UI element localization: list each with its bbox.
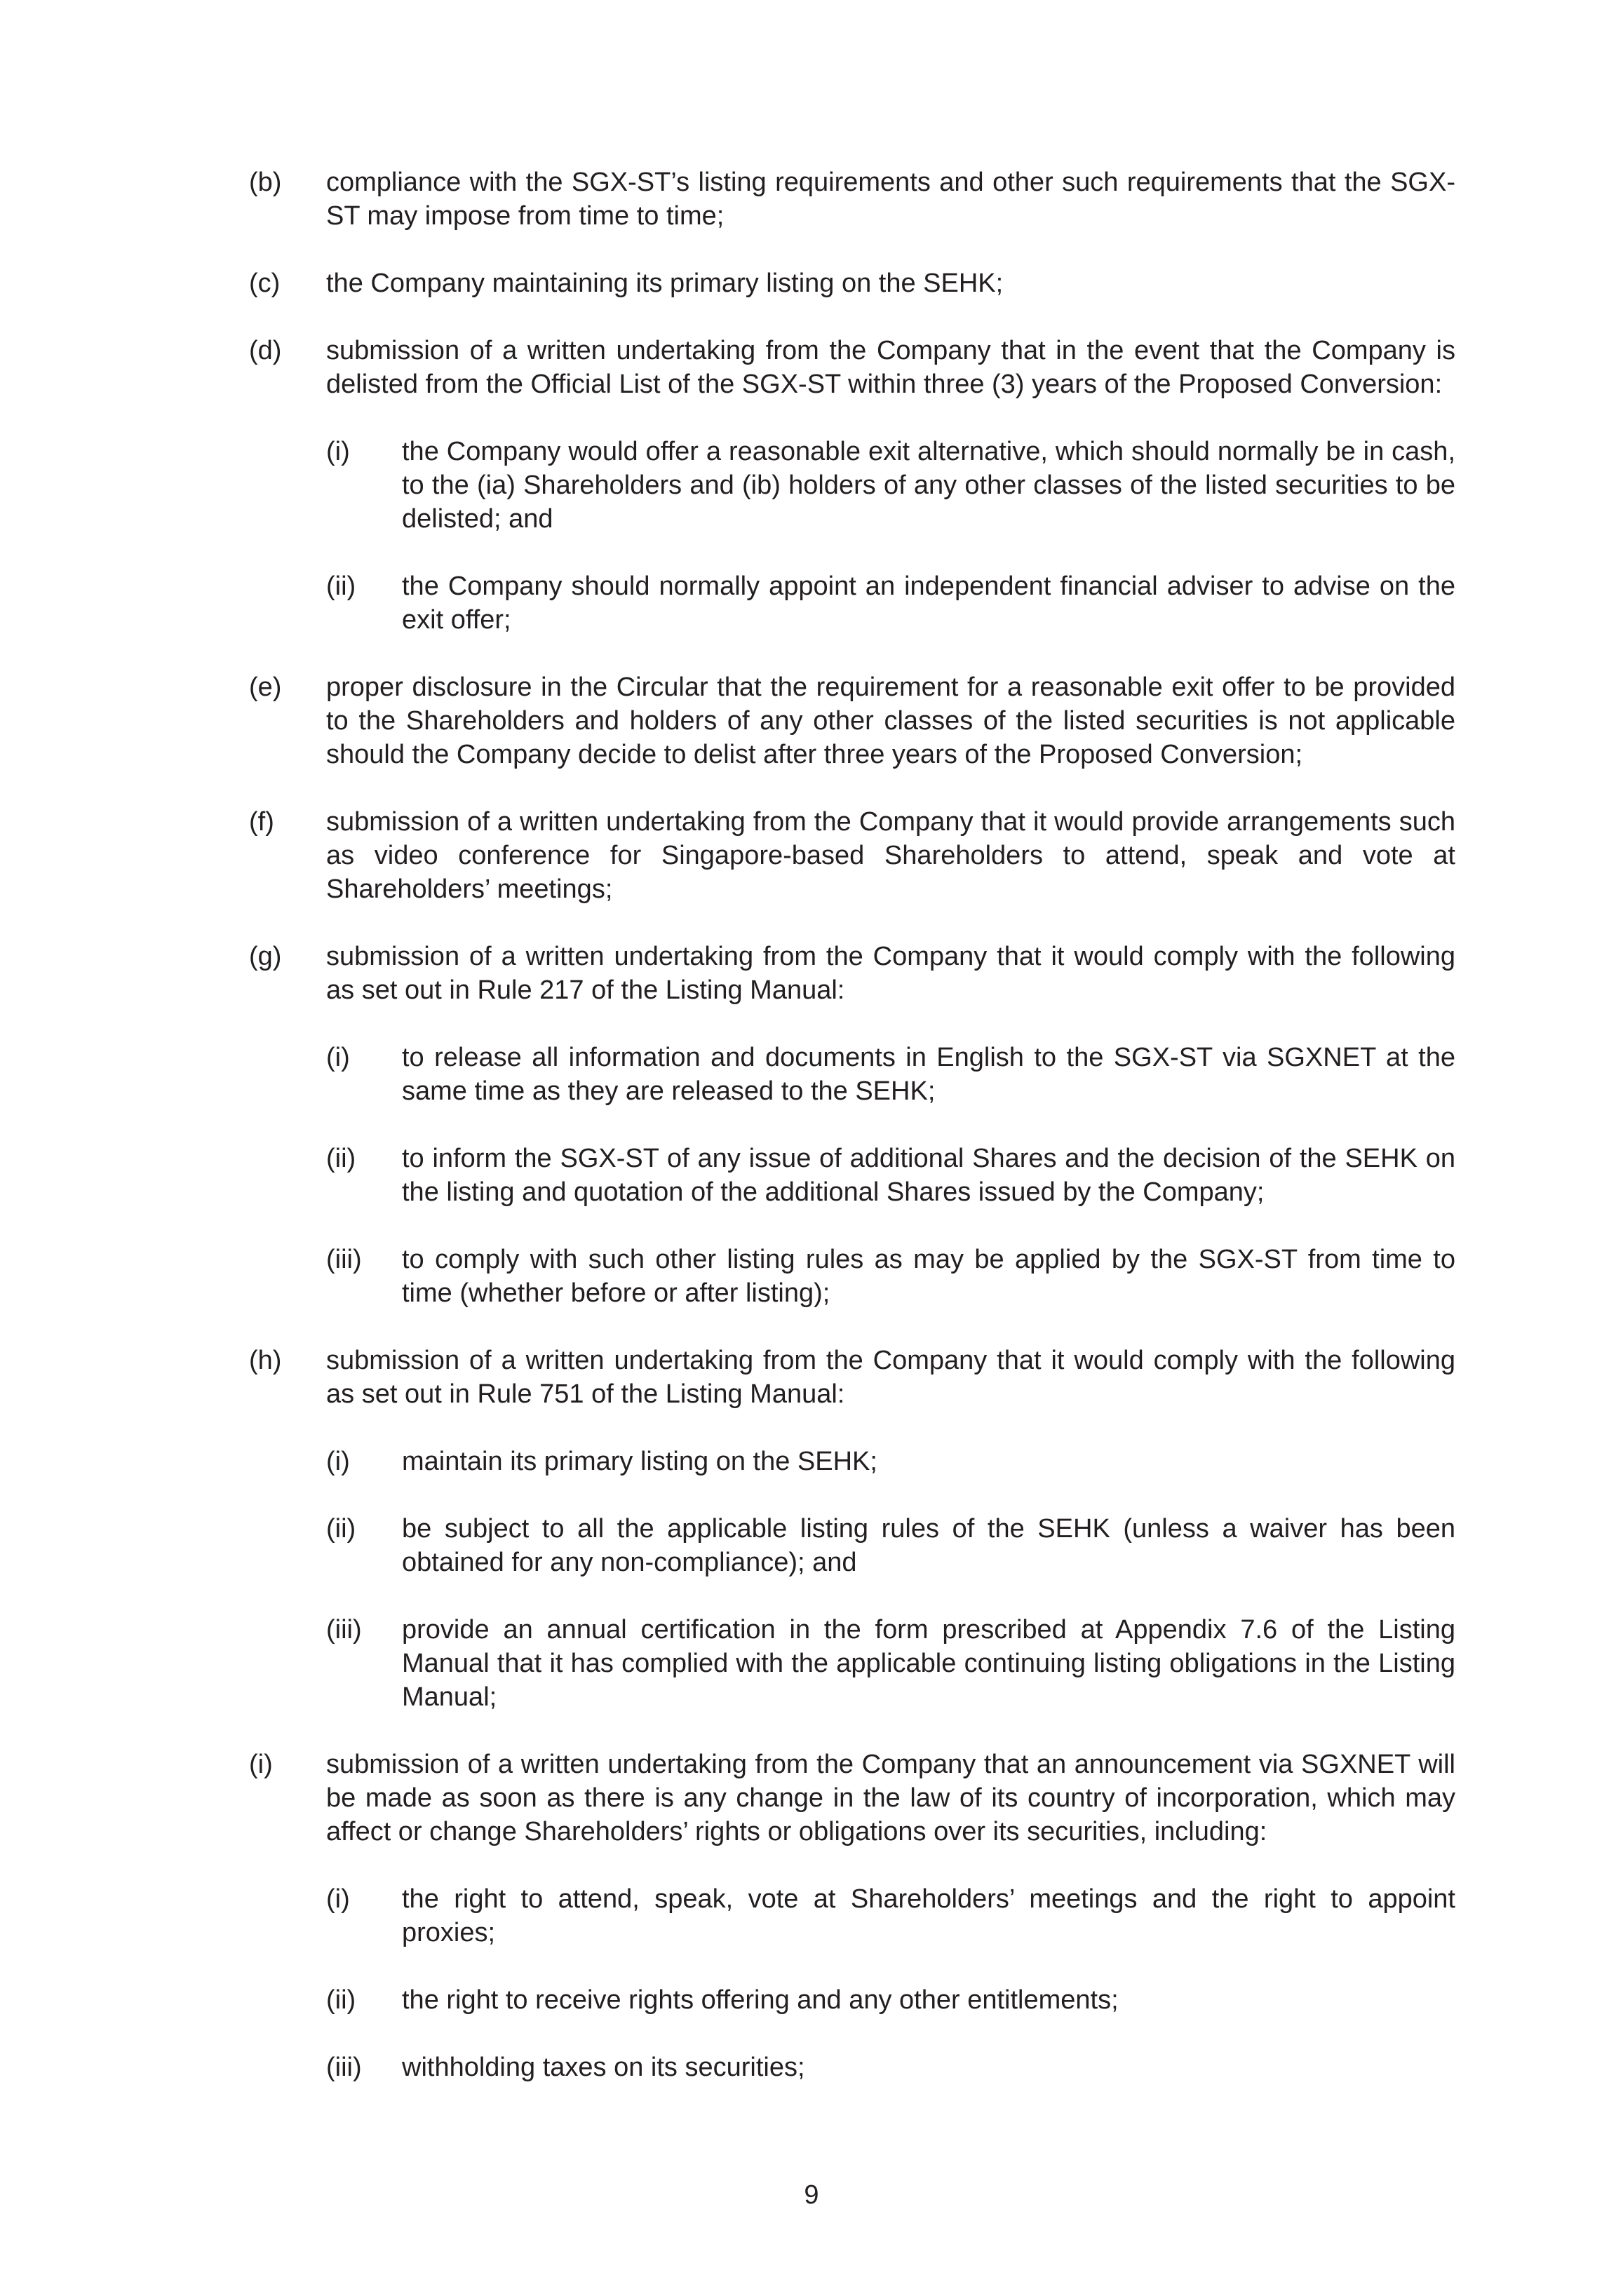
sub-item-text: maintain its primary listing on the SEHK;	[402, 1447, 877, 1476]
item-label: (g)	[249, 942, 282, 971]
list-item-f	[249, 805, 1455, 906]
list-item-e	[249, 670, 1455, 771]
page-number: 9	[804, 2180, 819, 2210]
sub-item-d-i	[326, 435, 1455, 536]
sub-item-label: (i)	[326, 1884, 350, 1914]
sub-item-label: (i)	[326, 1043, 350, 1072]
sub-item-text: to release all information and documents in English to the SGX-ST via SGXNET at the same time as they are released to the SEHK;	[402, 1043, 1455, 1106]
item-text: proper disclosure in the Circular that the requirement for a reasonable exit offer to be provided to the Shareholders and holders of any other classes of the listed securities is not applicable should the Company decide to delist after three years of the Proposed Conversion;	[326, 673, 1455, 769]
sub-item-d-ii	[326, 569, 1455, 637]
sub-item-text: the right to attend, speak, vote at Shareholders’ meetings and the right to appoint proxies;	[402, 1884, 1455, 1947]
sub-item-text: the Company should normally appoint an independent financial adviser to advise on the exit offer;	[402, 572, 1455, 635]
sub-item-text: be subject to all the applicable listing rules of the SEHK (unless a waiver has been obtained for any non-compliance); and	[402, 1514, 1455, 1577]
sub-item-label: (ii)	[326, 1985, 356, 2015]
sub-item-text: the Company would offer a reasonable exit alternative, which should normally be in cash, to the (ia) Shareholders and (ib) holders of any other classes of the listed securities to be delisted; and	[402, 437, 1455, 534]
item-label: (f)	[249, 807, 274, 837]
item-text: submission of a written undertaking from the Company that in the event that the Company is delisted from the Official List of the SGX-ST within three (3) years of the Proposed Conversion:	[326, 336, 1455, 399]
item-text: submission of a written undertaking from the Company that an announcement via SGXNET will be made as soon as there is any change in the law of its country of incorporation, which may affect or change Shareholders’ rights or obligations over its securities, including:	[326, 1750, 1455, 1846]
sub-item-g-ii	[326, 1142, 1455, 1209]
sub-item-label: (ii)	[326, 1514, 356, 1544]
item-label: (e)	[249, 673, 282, 702]
sub-item-label: (iii)	[326, 1245, 362, 1274]
list-item-b	[249, 166, 1455, 233]
sub-item-text: withholding taxes on its securities;	[402, 2053, 805, 2082]
sub-item-label: (iii)	[326, 1615, 362, 1645]
sub-item-h-iii	[326, 1613, 1455, 1714]
sub-item-label: (ii)	[326, 1144, 356, 1173]
item-text: submission of a written undertaking from the Company that it would comply with the following as set out in Rule 751 of the Listing Manual:	[326, 1346, 1455, 1409]
sub-item-i-iii	[326, 2051, 1455, 2084]
list-item-c	[249, 266, 1455, 300]
list-item-g	[249, 940, 1455, 1007]
sub-item-g-i	[326, 1041, 1455, 1108]
item-label: (c)	[249, 269, 281, 298]
document-body	[249, 166, 1455, 2118]
sub-item-i-ii	[326, 1983, 1455, 2017]
item-text: the Company maintaining its primary listing on the SEHK;	[326, 269, 1004, 298]
sub-item-label: (i)	[326, 437, 350, 466]
item-label: (i)	[249, 1750, 273, 1779]
sub-item-g-iii	[326, 1243, 1455, 1310]
sub-item-text: to inform the SGX-ST of any issue of additional Shares and the decision of the SEHK on the listing and quotation of the additional Shares issued by the Company;	[402, 1144, 1455, 1207]
item-text: submission of a written undertaking from the Company that it would comply with the following as set out in Rule 217 of the Listing Manual:	[326, 942, 1455, 1005]
item-label: (d)	[249, 336, 282, 365]
item-label: (b)	[249, 168, 282, 197]
sub-item-label: (i)	[326, 1447, 350, 1476]
list-item-d	[249, 334, 1455, 401]
sub-item-text: provide an annual certification in the form prescribed at Appendix 7.6 of the Listing Manual that it has complied with the applicable continuing listing obligations in the Listing Manual;	[402, 1615, 1455, 1712]
item-text: submission of a written undertaking from the Company that it would provide arrangements such as video conference for Singapore-based Shareholders to attend, speak and vote at Shareholders’ meetings;	[326, 807, 1455, 904]
sub-item-h-ii	[326, 1512, 1455, 1579]
list-item-h	[249, 1344, 1455, 1411]
item-label: (h)	[249, 1346, 282, 1375]
sub-item-h-i	[326, 1445, 1455, 1478]
sub-item-text: to comply with such other listing rules as may be applied by the SGX-ST from time to time (whether before or after listing);	[402, 1245, 1455, 1308]
sub-item-text: the right to receive rights offering and any other entitlements;	[402, 1985, 1119, 2015]
list-item-i	[249, 1748, 1455, 1849]
sub-item-label: (ii)	[326, 572, 356, 601]
sub-item-label: (iii)	[326, 2053, 362, 2082]
sub-item-i-i	[326, 1882, 1455, 1950]
item-text: compliance with the SGX-ST’s listing requirements and other such requirements that the SGX-ST may impose from time to time;	[326, 168, 1455, 231]
